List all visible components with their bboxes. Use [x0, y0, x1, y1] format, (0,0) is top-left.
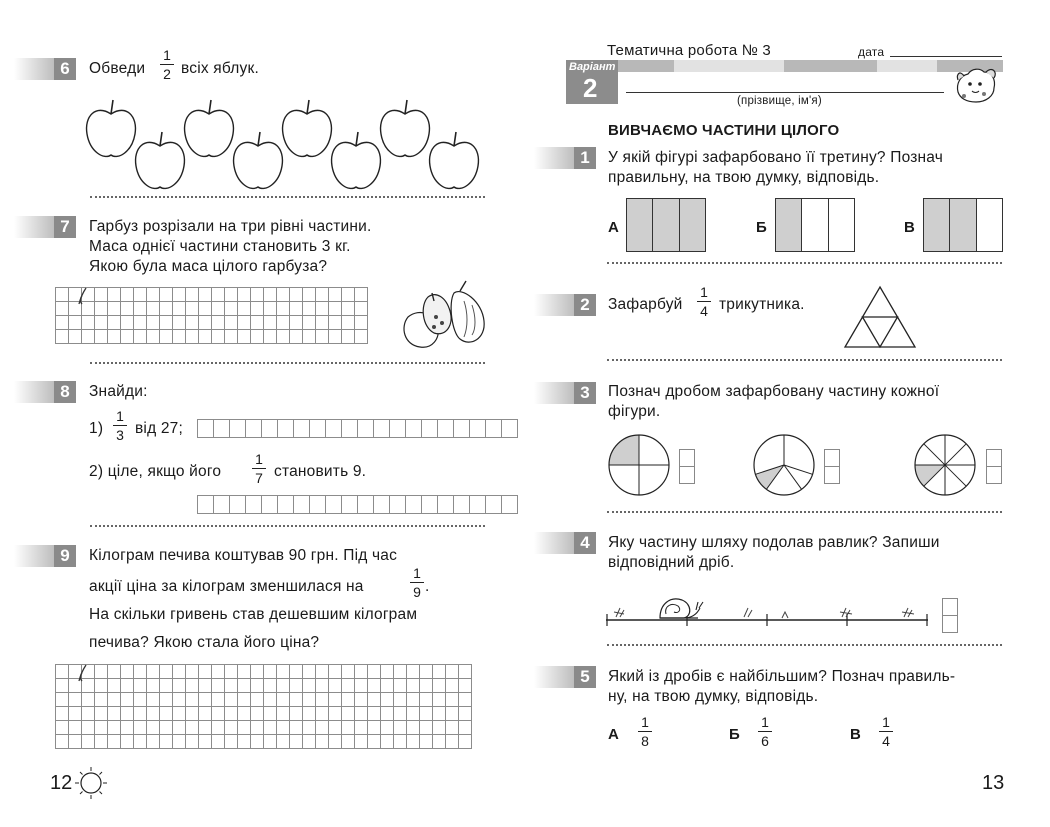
fraction-answer-box[interactable] — [986, 449, 1002, 484]
task-6-badge — [14, 58, 76, 80]
snail-path-figure — [604, 584, 932, 628]
header-band-segment — [877, 60, 937, 72]
task-1-line: правильну, на твою думку, відповідь. — [608, 169, 880, 186]
date-label: дата — [858, 45, 885, 59]
margin-mark-icon — [76, 663, 90, 685]
task-9-badge — [14, 545, 76, 567]
dog-icon — [950, 62, 1002, 106]
task-3-badge — [534, 382, 596, 404]
option-b-label[interactable]: Б — [756, 219, 767, 236]
task-5-badge — [534, 666, 596, 688]
task-2-text-after: трикутника. — [719, 296, 805, 313]
option-a-fraction[interactable]: 1 8 — [638, 714, 652, 749]
pumpkin-illustration — [398, 277, 488, 351]
option-a-figure[interactable] — [626, 198, 706, 252]
divider — [607, 359, 1002, 361]
option-c-figure[interactable] — [923, 198, 1003, 252]
task-8-item1-text: від 27; — [135, 420, 183, 437]
page-number-left: 12 — [50, 772, 73, 794]
divider — [607, 262, 1002, 264]
worksheet-title: Тематична робота № 3 — [607, 42, 771, 59]
margin-mark-icon — [76, 286, 90, 308]
circle-eighths-figure — [912, 432, 978, 498]
section-title: ВИВЧАЄМО ЧАСТИНИ ЦІЛОГО — [608, 122, 840, 139]
task-9-line: акції ціна за кілограм зменшилася на — [89, 578, 364, 595]
task-6-number: 6 — [54, 58, 76, 80]
task-9-line: Кілограм печива коштував 90 грн. Під час — [89, 547, 398, 564]
task-4-number: 4 — [574, 532, 596, 554]
answer-cells[interactable] — [198, 495, 518, 514]
task-5-line: Який із дробів є найбільшим? Познач правиль- — [608, 668, 956, 685]
task-9-line: На скільки гривень став дешевшим кілограм — [89, 606, 418, 623]
task-7-number: 7 — [54, 216, 76, 238]
divider — [607, 644, 1002, 646]
task-2-text-before: Зафарбуй — [608, 296, 683, 313]
task-4-line: Яку частину шляху подолав равлик? Запиши — [608, 534, 940, 551]
divider — [90, 196, 485, 198]
option-c-label[interactable]: В — [904, 219, 915, 236]
fraction-answer-box[interactable] — [679, 449, 695, 484]
task-2-fraction: 1 4 — [697, 284, 711, 319]
task-5-number: 5 — [574, 666, 596, 688]
answer-grid[interactable] — [55, 287, 368, 344]
circle-quarters-figure — [606, 432, 672, 498]
task-7-badge — [14, 216, 76, 238]
date-input-line[interactable] — [890, 56, 1002, 57]
sun-icon — [72, 766, 110, 800]
answer-grid[interactable] — [55, 664, 472, 749]
apple-icon[interactable] — [136, 132, 185, 188]
divider — [90, 362, 485, 364]
task-8-item2-text-before: 2) ціле, якщо його — [89, 463, 222, 480]
task-8-item2-fraction: 1 7 — [252, 451, 266, 486]
task-9-fraction: 1 9 — [410, 565, 424, 600]
circle-fifths-figure — [751, 432, 817, 498]
task-6-text-after: всіх яблук. — [181, 60, 259, 77]
apple-icon[interactable] — [283, 100, 332, 156]
task-9-number: 9 — [54, 545, 76, 567]
fraction-answer-box[interactable] — [824, 449, 840, 484]
name-caption: (прізвище, ім'я) — [737, 95, 822, 107]
option-b-figure[interactable] — [775, 198, 855, 252]
answer-cells[interactable] — [198, 419, 518, 438]
page-number-right: 13 — [982, 772, 1005, 794]
task-1-badge — [534, 147, 596, 169]
task-5-line: ну, на твою думку, відповідь. — [608, 688, 819, 705]
task-3-line: фігури. — [608, 403, 661, 420]
apples-illustration — [80, 94, 490, 190]
option-a-label[interactable]: А — [608, 219, 619, 236]
task-1-line: У якій фігурі зафарбовано її третину? Познач — [608, 149, 944, 166]
task-8-heading: Знайди: — [89, 383, 148, 400]
task-7-line: Маса однієї частини становить 3 кг. — [89, 238, 351, 255]
header-band-segment — [674, 60, 784, 72]
apple-icon[interactable] — [332, 132, 381, 188]
task-3-number: 3 — [574, 382, 596, 404]
divider — [607, 511, 1002, 513]
apple-icon[interactable] — [185, 100, 234, 156]
variant-label: Варіант — [569, 61, 616, 73]
task-2-badge — [534, 294, 596, 316]
task-8-item1-prefix: 1) — [89, 420, 104, 437]
apple-icon[interactable] — [381, 100, 430, 156]
option-c-label[interactable]: В — [850, 726, 861, 743]
task-7-line: Якою була маса цілого гарбуза? — [89, 258, 328, 275]
snail-icon — [660, 599, 703, 618]
divider — [90, 525, 485, 527]
task-4-line: відповідний дріб. — [608, 554, 735, 571]
task-6-fraction: 1 2 — [160, 47, 174, 82]
header-band — [566, 60, 1003, 72]
variant-number: 2 — [583, 73, 598, 103]
task-2-number: 2 — [574, 294, 596, 316]
apple-icon[interactable] — [234, 132, 283, 188]
task-7-line: Гарбуз розрізали на три рівні частини. — [89, 218, 372, 235]
task-8-item2-text-after: становить 9. — [274, 463, 367, 480]
apple-icon[interactable] — [87, 100, 136, 156]
task-4-badge — [534, 532, 596, 554]
task-9-line: печива? Якою стала його ціна? — [89, 634, 320, 651]
task-8-item1-fraction: 1 3 — [113, 408, 127, 443]
task-6-text-before: Обведи — [89, 60, 146, 77]
triangle-figure[interactable] — [843, 285, 917, 349]
option-a-label[interactable]: А — [608, 726, 619, 743]
task-8-badge — [14, 381, 76, 403]
option-c-fraction[interactable]: 1 4 — [879, 714, 893, 749]
option-b-fraction[interactable]: 1 6 — [758, 714, 772, 749]
task-1-number: 1 — [574, 147, 596, 169]
task-8-number: 8 — [54, 381, 76, 403]
option-b-label[interactable]: Б — [729, 726, 740, 743]
task-9-line2-end: . — [425, 578, 430, 595]
fraction-answer-box[interactable] — [942, 598, 958, 633]
apple-icon[interactable] — [430, 132, 479, 188]
task-3-line: Познач дробом зафарбовану частину кожної — [608, 383, 940, 400]
